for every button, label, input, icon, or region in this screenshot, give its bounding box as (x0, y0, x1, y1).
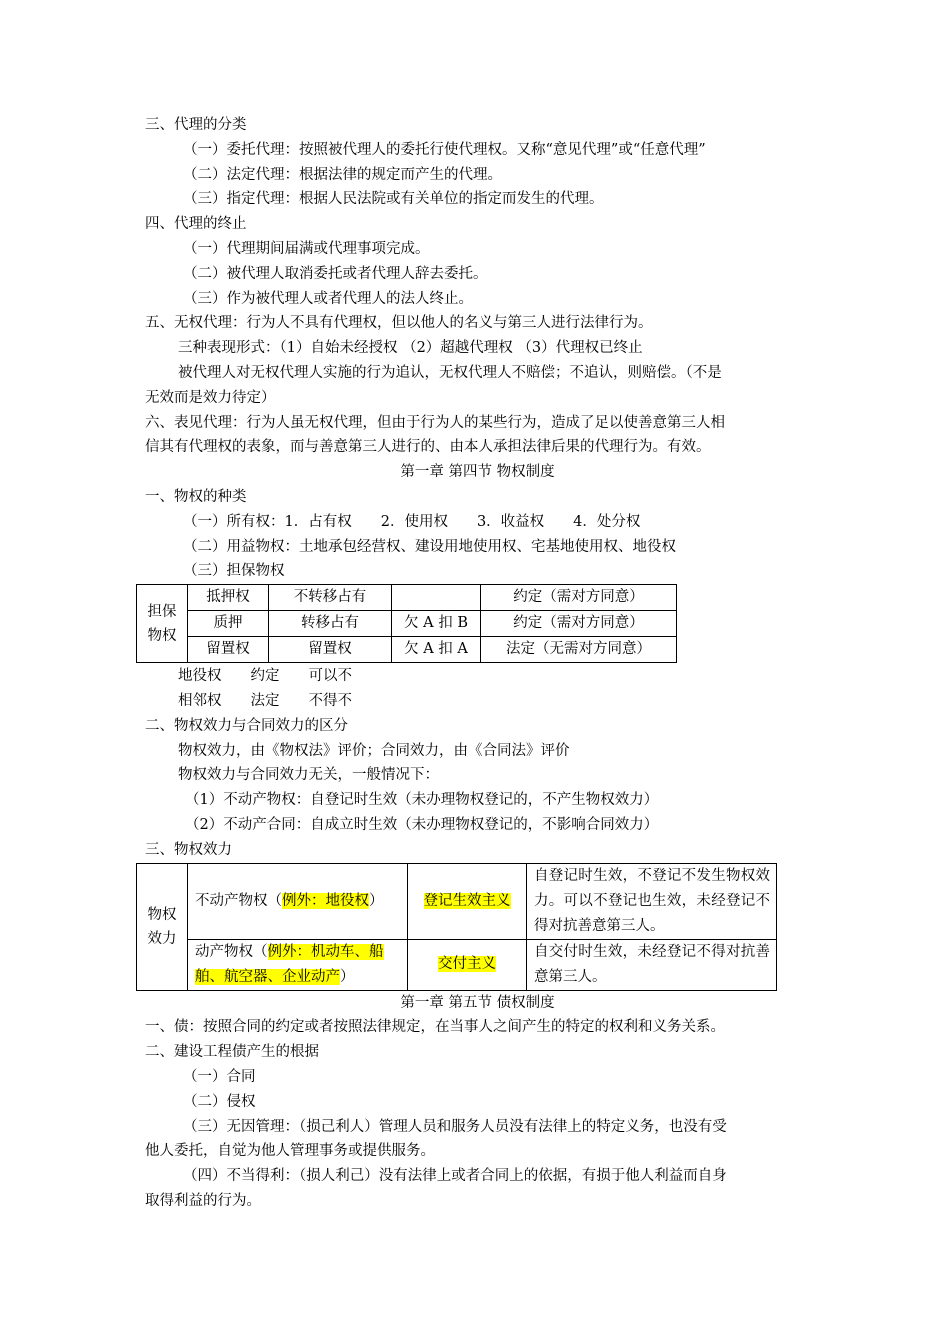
table-cell: 转移占有 (269, 611, 392, 637)
cell-text: 动产物权（ (195, 943, 268, 960)
document-page (145, 113, 810, 1214)
list-item: （2）不动产合同：自成立时生效（未办理物权登记的，不影响合同效力） (185, 816, 659, 833)
table-cell (408, 863, 527, 939)
list-item: （1）不动产物权：自登记时生效（未办理物权登记的，不产生物权效力） (185, 792, 659, 809)
table-cell: 约定（需对方同意） (481, 611, 677, 637)
table-cell: 约定（需对方同意） (481, 585, 677, 611)
table-cell: 抵押权 (188, 585, 269, 611)
table-cell: 质押 (188, 611, 269, 637)
paragraph: 被代理人对无权代理人实施的行为追认，无权代理人不赔偿；不追认，则赔偿。（不是 (178, 364, 722, 381)
highlight-exception: 例外：地役权 (282, 892, 369, 909)
section-title-agency-types: 三、代理的分类 (145, 117, 247, 133)
table-cell: 欠 A 扣 B (392, 611, 481, 637)
table-cell: 不转移占有 (269, 585, 392, 611)
table-row-header: 担保 物权 (137, 585, 188, 663)
paragraph: 无效而是效力待定） (145, 389, 276, 406)
highlight-principle: 登记生效主义 (423, 892, 511, 909)
cell-text: 不动产物权（ (195, 892, 282, 909)
table-cell: 留置权 (269, 637, 392, 663)
chapter-heading: 第一章 第五节 债权制度 (400, 994, 555, 1011)
highlight-principle: 交付主义 (438, 956, 496, 973)
highlight-exception: 例外：机动车、船舶、航空器、企业动产 (195, 943, 384, 985)
cell-text: ） (369, 892, 384, 909)
list-item: （二）侵权 (183, 1093, 256, 1110)
paragraph: 取得利益的行为。 (145, 1192, 261, 1209)
list-item: （三）担保物权 (183, 563, 285, 580)
list-item: （四）不当得利：（损人利己）没有法律上或者合同上的依据，有损于他人利益而自身 (183, 1168, 727, 1185)
list-item: （二）用益物权：土地承包经营权、建设用地使用权、宅基地使用权、地役权 (183, 538, 676, 555)
section-title-property-effect: 三、物权效力 (145, 841, 232, 858)
paragraph: 物权效力与合同效力无关，一般情况下： (178, 767, 439, 784)
table-cell: 法定（无需对方同意） (481, 637, 677, 663)
paragraph: 地役权 约定 可以不 (178, 668, 352, 685)
security-rights-table (136, 584, 677, 663)
property-effect-table (136, 863, 777, 991)
paragraph: 相邻权 法定 不得不 (178, 692, 352, 709)
section-title-debt: 一、债：按照合同的约定或者按照法律规定，在当事人之间产生的特定的权利和义务关系。 (145, 1019, 725, 1036)
list-item: （一）所有权：1．占有权 2．使用权 3．收益权 4．处分权 (183, 513, 641, 530)
list-item: （三）指定代理：根据人民法院或有关单位的指定而发生的代理。 (183, 191, 604, 208)
section-title-agency-termination: 四、代理的终止 (145, 216, 247, 233)
list-item: （三）无因管理：（损己利人）管理人员和服务人员没有法律上的特定义务，也没有受 (183, 1118, 727, 1135)
table-cell (188, 863, 408, 939)
section-title-effect-distinction: 二、物权效力与合同效力的区分 (145, 717, 348, 734)
section-title-apparent-agency: 六、表见代理：行为人虽无权代理，但由于行为人的某些行为，造成了足以使善意第三人相 (145, 414, 725, 431)
table-cell: 留置权 (188, 637, 269, 663)
cell-text: ） (340, 968, 355, 985)
paragraph: 他人委托，自觉为他人管理事务或提供服务。 (145, 1143, 435, 1160)
table-cell: 欠 A 扣 A (392, 637, 481, 663)
table-cell: 自登记时生效，不登记不发生物权效力。可以不登记也生效，未经登记不得对抗善意第三人。 (527, 863, 777, 939)
list-item: （一）合同 (183, 1068, 256, 1085)
table-row-header: 物权 效力 (137, 863, 188, 990)
chapter-heading: 第一章 第四节 物权制度 (400, 464, 555, 481)
paragraph: 信其有代理权的表象，而与善意第三人进行的、由本人承担法律后果的代理行为。有效。 (145, 439, 711, 456)
table-cell: 自交付时生效，未经登记不得对抗善意第三人。 (527, 939, 777, 990)
section-title-unauthorized-agency: 五、无权代理：行为人不具有代理权，但以他人的名义与第三人进行法律行为。 (145, 315, 653, 332)
list-item: （一）委托代理：按照被代理人的委托行使代理权。又称“意见代理”或“任意代理” (183, 141, 706, 158)
table-cell (408, 939, 527, 990)
list-item: （三）作为被代理人或者代理人的法人终止。 (183, 290, 473, 307)
paragraph: 三种表现形式：（1）自始未经授权 （2）超越代理权 （3）代理权已终止 (178, 340, 643, 357)
table-cell (392, 585, 481, 611)
list-item: （二）法定代理：根据法律的规定而产生的代理。 (183, 166, 502, 183)
section-title-property-types: 一、物权的种类 (145, 488, 247, 505)
list-item: （二）被代理人取消委托或者代理人辞去委托。 (183, 265, 488, 282)
paragraph: 物权效力，由《物权法》评价；合同效力，由《合同法》评价 (178, 742, 570, 759)
section-title-debt-basis: 二、建设工程债产生的根据 (145, 1044, 319, 1061)
table-cell (188, 939, 408, 990)
list-item: （一）代理期间届满或代理事项完成。 (183, 240, 430, 257)
